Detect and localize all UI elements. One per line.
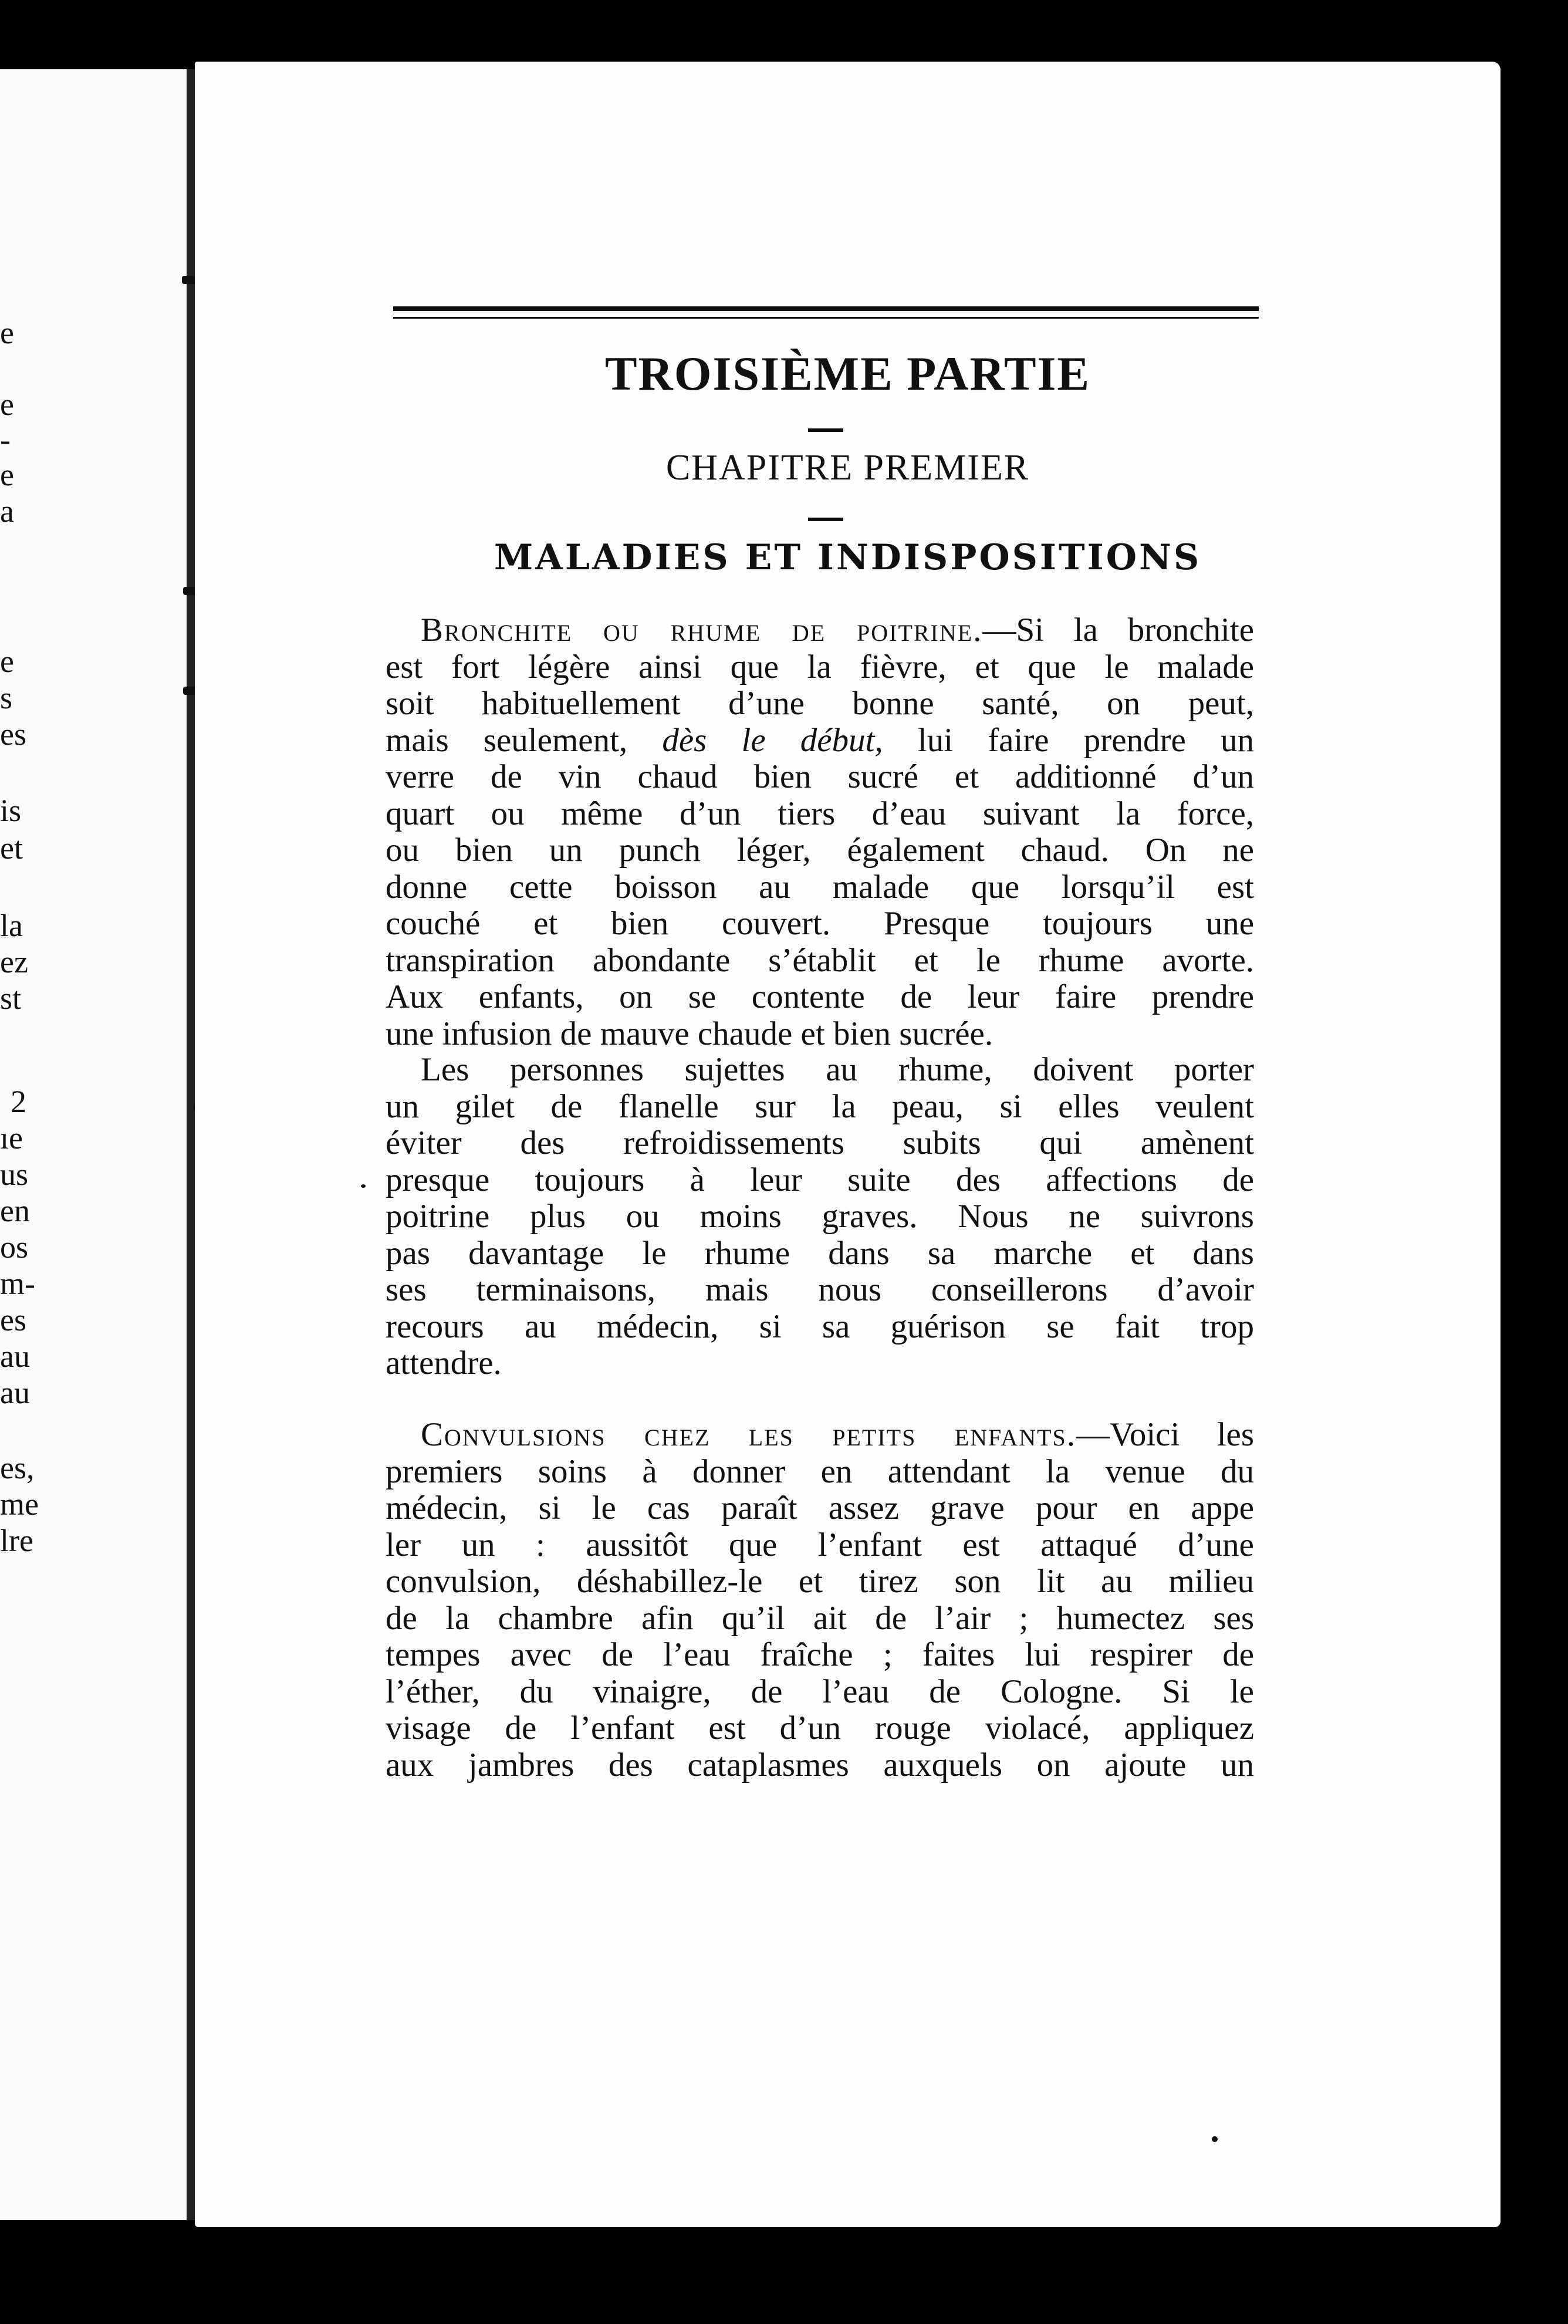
left-fragment: e xyxy=(0,387,14,422)
left-fragment: es xyxy=(0,1302,26,1337)
text-line: Aux enfants, on se contente de leur faire prendre xyxy=(386,978,1254,1015)
text-line: premiers soins à donner en attendant la venue du xyxy=(386,1452,1254,1490)
facing-page-fragment xyxy=(0,69,205,2220)
left-fragment: et xyxy=(0,830,23,866)
left-fragment: e xyxy=(0,644,14,679)
text-line: tempes avec de l’eau fraîche ; faites lui respirer de xyxy=(386,1636,1254,1673)
left-fragment: is xyxy=(0,793,22,828)
part-title: TROISIÈME PARTIE xyxy=(604,347,1091,400)
text-line: poitrine plus ou moins graves. Nous ne suivrons xyxy=(386,1198,1254,1235)
text-line: médecin, si le cas paraît assez grave pour en appe xyxy=(386,1489,1254,1526)
text-line: verre de vin chaud bien sucré et additionné d’un xyxy=(386,758,1254,795)
text-line: attendre. xyxy=(386,1345,502,1381)
left-fragment: lre xyxy=(0,1523,33,1558)
paragraph-bronchite xyxy=(386,612,1254,1052)
text-line: soit habituellement d’une bonne santé, on peut, xyxy=(386,685,1254,722)
text-line: quart ou même d’un tiers d’eau suivant la force, xyxy=(386,795,1254,832)
paragraph-lead: Convulsions chez les petits enfants. xyxy=(421,1416,1077,1453)
left-fragment: ez xyxy=(0,944,28,979)
text-line: de la chambre afin qu’il ait de l’air ; humectez ses xyxy=(386,1599,1254,1637)
text-line: convulsion, déshabillez-le et tirez son lit au milieu xyxy=(386,1563,1254,1600)
left-fragment: es, xyxy=(0,1450,35,1485)
scan-speck xyxy=(1212,2136,1218,2142)
left-fragment: la xyxy=(0,908,23,943)
left-fragment: es xyxy=(0,717,26,752)
emphasis-text: dès le début, xyxy=(662,721,883,759)
text-line: mais seulement, xyxy=(386,721,628,759)
text-line: Les personnes sujettes au rhume, doivent porter xyxy=(421,1051,1254,1088)
left-fragment: me xyxy=(0,1487,39,1522)
text-line: l’éther, du vinaigre, de l’eau de Cologne. Si le xyxy=(386,1673,1254,1710)
scan-speck xyxy=(361,1184,366,1188)
text-line: aux jambres des cataplasmes auxquels on ajoute un xyxy=(386,1746,1254,1783)
paragraph-rhume xyxy=(386,1052,1254,1382)
left-fragment: st xyxy=(0,981,22,1016)
text-line: —Voici les xyxy=(1076,1416,1255,1453)
left-fragment: 2 xyxy=(11,1084,26,1119)
text-line: éviter des refroidissements subits qui amènent xyxy=(386,1124,1254,1161)
text-line: couché et bien couvert. Presque toujours une xyxy=(386,905,1254,942)
text-line: est fort légère ainsi que la fièvre, et que le malade xyxy=(386,648,1254,685)
left-fragment: os xyxy=(0,1229,29,1265)
left-fragment: ıe xyxy=(0,1120,23,1156)
header-rule xyxy=(393,306,1259,311)
text-line: presque toujours à leur suite des affections de xyxy=(386,1161,1254,1198)
paragraph-lead: Bronchite ou rhume de poitrine. xyxy=(421,612,983,648)
title-divider xyxy=(808,428,843,432)
paragraph-convulsions xyxy=(386,1417,1254,1783)
left-fragment: au xyxy=(0,1375,30,1410)
text-line: ler un : aussitôt que l’enfant est attaqué d’une xyxy=(386,1526,1254,1563)
header-rule-thin xyxy=(393,317,1259,319)
text-line: un gilet de flanelle sur la peau, si elles veulent xyxy=(386,1087,1254,1125)
text-line: lui faire prendre un xyxy=(917,721,1254,759)
text-line: donne cette boisson au malade que lorsqu’il est xyxy=(386,868,1254,906)
text-line: visage de l’enfant est d’un rouge violacé, appliquez xyxy=(386,1710,1254,1747)
left-fragment: us xyxy=(0,1157,29,1192)
text-line: une infusion de mauve chaude et bien sucrée. xyxy=(386,1015,993,1052)
text-line: —Si la bronchite xyxy=(982,612,1254,648)
left-fragment: e xyxy=(0,315,14,350)
left-fragment: m- xyxy=(0,1266,35,1301)
left-fragment: - xyxy=(0,422,11,457)
section-title: MALADIES ET INDISPOSITIONS xyxy=(494,537,1202,578)
left-fragment: s xyxy=(0,680,13,715)
text-line: ou bien un punch léger, également chaud. On ne xyxy=(386,832,1254,869)
left-fragment: en xyxy=(0,1193,30,1228)
left-fragment: e xyxy=(0,457,14,492)
text-line: pas davantage le rhume dans sa marche et dans xyxy=(386,1234,1254,1272)
left-fragment: au xyxy=(0,1339,30,1374)
book-gutter xyxy=(187,69,195,2220)
left-fragment: a xyxy=(0,494,14,529)
chapter-title: CHAPITRE PREMIER xyxy=(665,448,1030,488)
text-line: recours au médecin, si sa guérison se fait trop xyxy=(386,1308,1254,1345)
text-line: ses terminaisons, mais nous conseillerons d’avoir xyxy=(386,1271,1254,1308)
chapter-divider xyxy=(808,518,843,521)
text-line: transpiration abondante s’établit et le rhume avorte. xyxy=(386,941,1254,979)
